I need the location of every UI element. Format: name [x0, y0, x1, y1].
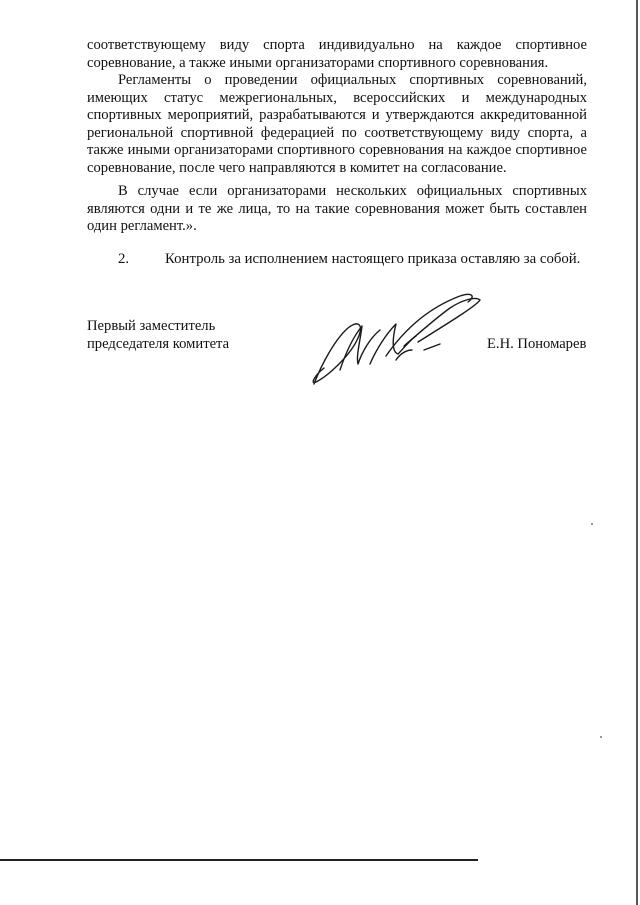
signer-name: Е.Н. Пономарев: [487, 336, 587, 352]
signer-position-line-2: председателя комитета: [87, 335, 230, 352]
scan-speck: [591, 523, 593, 525]
item-text: Контроль за исполнением настоящего приказа оставляю за собой.: [165, 251, 581, 267]
handwritten-signature: [300, 290, 490, 390]
right-edge-scan-line: [636, 0, 638, 905]
paragraph-regulations: Регламенты о проведении официальных спортивных соревнований, имеющих статус межрегиональных, всероссийских и международных спортивных мероприятий, разрабатываются и утверждаются аккредитованной региональной спортивной федерацией по соответствующему виду спорта, а также иными организаторами спортивного соревнования на каждое спортивное соревнование, после чего направляются в комитет на согласование.: [87, 72, 587, 176]
scan-speck: [600, 736, 602, 738]
signer-position-line-1: Первый заместитель: [87, 318, 216, 334]
bottom-scan-line: [0, 859, 478, 861]
signer-position: [87, 318, 229, 353]
paragraph-organizers: В случае если организаторами нескольких официальных спортивных являются одни и те же лица, то на такие соревнования может быть составлен один регламент.».: [87, 183, 587, 235]
paragraph-continuation: соответствующему виду спорта индивидуально на каждое спортивное соревнование, а также иными организаторами спортивного соревнования.: [87, 37, 587, 71]
item-number: 2.: [118, 251, 130, 267]
